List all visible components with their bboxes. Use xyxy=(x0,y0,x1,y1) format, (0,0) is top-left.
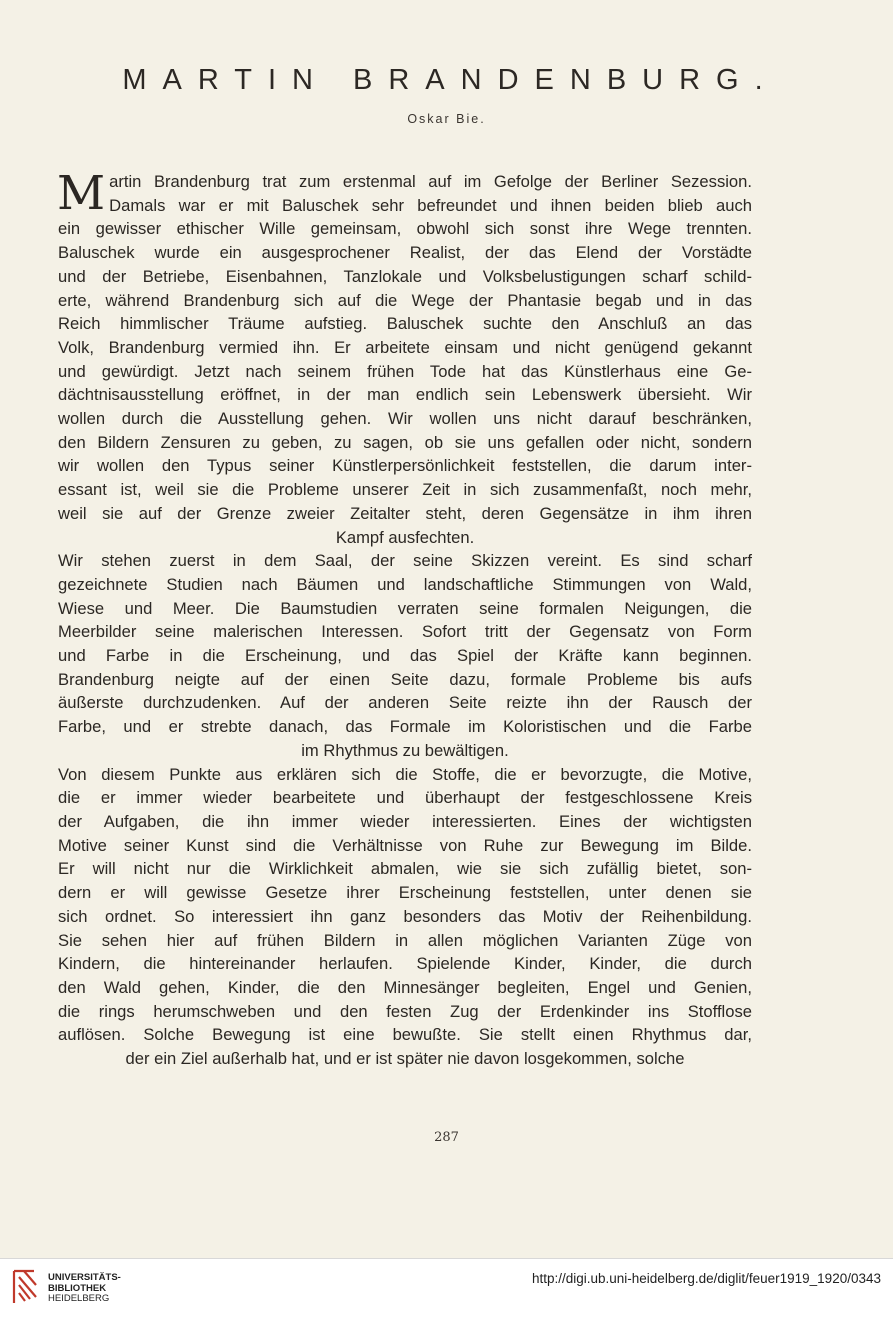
text-line: der Aufgaben, die ihn immer wieder interessierten. Eines der wichtigsten xyxy=(58,811,752,831)
text-line: sich ordnet. So interessiert ihn ganz besonders das Motiv der Reihenbildung. xyxy=(58,906,752,926)
text-line: Wiese und Meer. Die Baumstudien verraten seine formalen Neigungen, die xyxy=(58,598,752,618)
article-author: Oskar Bie. xyxy=(407,112,486,126)
permalink-url[interactable]: http://digi.ub.uni-heidelberg.de/diglit/feuer1919_1920/0343 xyxy=(531,1271,881,1286)
text-line: weil sie auf der Grenze zweier Zeitalter steht, deren Gegensätze in ihm ihren xyxy=(58,503,752,523)
library-name-line-1: UNIVERSITÄTS- xyxy=(48,1272,121,1283)
viewer-footer xyxy=(0,1258,893,1323)
text-line: die rings herumschweben und den festen Zug der Erdenkinder ins Stofflose xyxy=(58,1001,752,1021)
text-line: und gewürdigt. Jetzt nach seinem frühen Tode hat das Künstlerhaus eine Ge- xyxy=(58,361,752,381)
text-line: Wir stehen zuerst in dem Saal, der seine Skizzen vereint. Es sind scharf xyxy=(58,551,752,571)
library-logo-icon xyxy=(10,1267,40,1307)
drop-cap: M xyxy=(57,166,106,221)
text-line: der ein Ziel außerhalb hat, und er ist später nie davon losgekommen, solche xyxy=(125,1049,685,1069)
text-line: dern er will gewisse Gesetze ihrer Erscheinung feststellen, unter denen sie xyxy=(58,883,752,903)
text-line: ein gewisser ethischer Wille gemeinsam, obwohl sich sonst ihre Wege trennten. xyxy=(58,219,752,239)
text-line: Meerbilder seine malerischen Interessen. Sofort tritt der Gegensatz von Form xyxy=(58,622,752,642)
article-body xyxy=(57,166,752,1071)
text-line: Kampf ausfechten. xyxy=(335,527,475,547)
text-line: Reich himmlischer Träume aufstieg. Baluschek suchte den Anschluß an das xyxy=(58,314,752,334)
text-line: essant ist, weil sie die Probleme unserer Zeit in sich zusammenfaßt, noch mehr, xyxy=(58,480,752,500)
text-line: äußerste durchzudenken. Auf der anderen Seite reizte ihn der Rausch der xyxy=(58,693,752,713)
text-line: erte, während Brandenburg sich auf die Wege der Phantasie begab und in das xyxy=(58,290,752,310)
paragraph-1 xyxy=(57,166,752,549)
text-line: Volk, Brandenburg vermied ihn. Er arbeitete einsam und nicht genügend gekannt xyxy=(58,337,752,357)
text-line: wollen durch die Ausstellung gehen. Wir wollen uns nicht darauf beschränken, xyxy=(58,409,752,429)
text-line: Brandenburg neigte auf der einen Seite dazu, formale Probleme bis aufs xyxy=(58,669,752,689)
text-line: die er immer wieder bearbeitete und überhaupt der festgeschlossene Kreis xyxy=(58,788,752,808)
paragraph-2 xyxy=(58,549,752,762)
text-line: den Bildern Zensuren zu geben, zu sagen, ob sie uns gefallen oder nicht, sondern xyxy=(58,432,752,452)
text-line: und der Betriebe, Eisenbahnen, Tanzlokale und Volksbelustigungen scharf schild- xyxy=(58,266,752,286)
library-name-line-3: HEIDELBERG xyxy=(48,1293,110,1304)
page-number: 287 xyxy=(434,1130,459,1145)
text-line: und Farbe in die Erscheinung, und das Spiel der Kräfte kann beginnen. xyxy=(58,646,752,666)
library-name xyxy=(48,1273,121,1305)
text-line: auflösen. Solche Bewegung ist eine bewußte. Sie stellt einen Rhythmus dar, xyxy=(58,1025,752,1045)
text-line: dächtnisausstellung eröffnet, in der man endlich sein Lebenswerk übersieht. Wir xyxy=(58,385,752,405)
paragraph-3 xyxy=(58,763,752,1071)
text-line: Kindern, die hintereinander herlaufen. Spielende Kinder, Kinder, die durch xyxy=(58,954,752,974)
text-line: Von diesem Punkte aus erklären sich die Stoffe, die er bevorzugte, die Motive, xyxy=(58,764,752,784)
text-line: artin Brandenburg trat zum erstenmal auf im Gefolge der Berliner Sezession. xyxy=(109,172,752,191)
text-line: gezeichnete Studien nach Bäumen und landschaftliche Stimmungen von Wald, xyxy=(58,574,752,594)
text-line: den Wald gehen, Kinder, die den Minnesänger begleiten, Engel und Genien, xyxy=(58,977,752,997)
text-line: Damals war er mit Baluschek sehr befreundet und ihnen beiden blieb auch xyxy=(109,195,752,215)
text-line: Baluschek wurde ein ausgesprochener Realist, der das Elend der Vorstädte xyxy=(58,243,752,263)
text-line: Farbe, und er strebte danach, das Formale im Koloristischen und die Farbe xyxy=(58,717,752,737)
text-line: Er will nicht nur die Wirklichkeit abmalen, wie sie sich zufällig bietet, son- xyxy=(58,859,752,879)
text-line: wir wollen den Typus seiner Künstlerpersönlichkeit feststellen, die darum inter- xyxy=(58,456,752,476)
text-line: Sie sehen hier auf frühen Bildern in allen möglichen Varianten Züge von xyxy=(58,930,752,950)
library-name-line-2: BIBLIOTHEK xyxy=(48,1282,107,1294)
article-title: MARTIN BRANDENBURG. xyxy=(122,64,779,96)
text-line: Motive seiner Kunst sind die Verhältnisse von Ruhe zur Bewegung im Bilde. xyxy=(58,835,752,855)
text-line: im Rhythmus zu bewältigen. xyxy=(301,740,509,760)
